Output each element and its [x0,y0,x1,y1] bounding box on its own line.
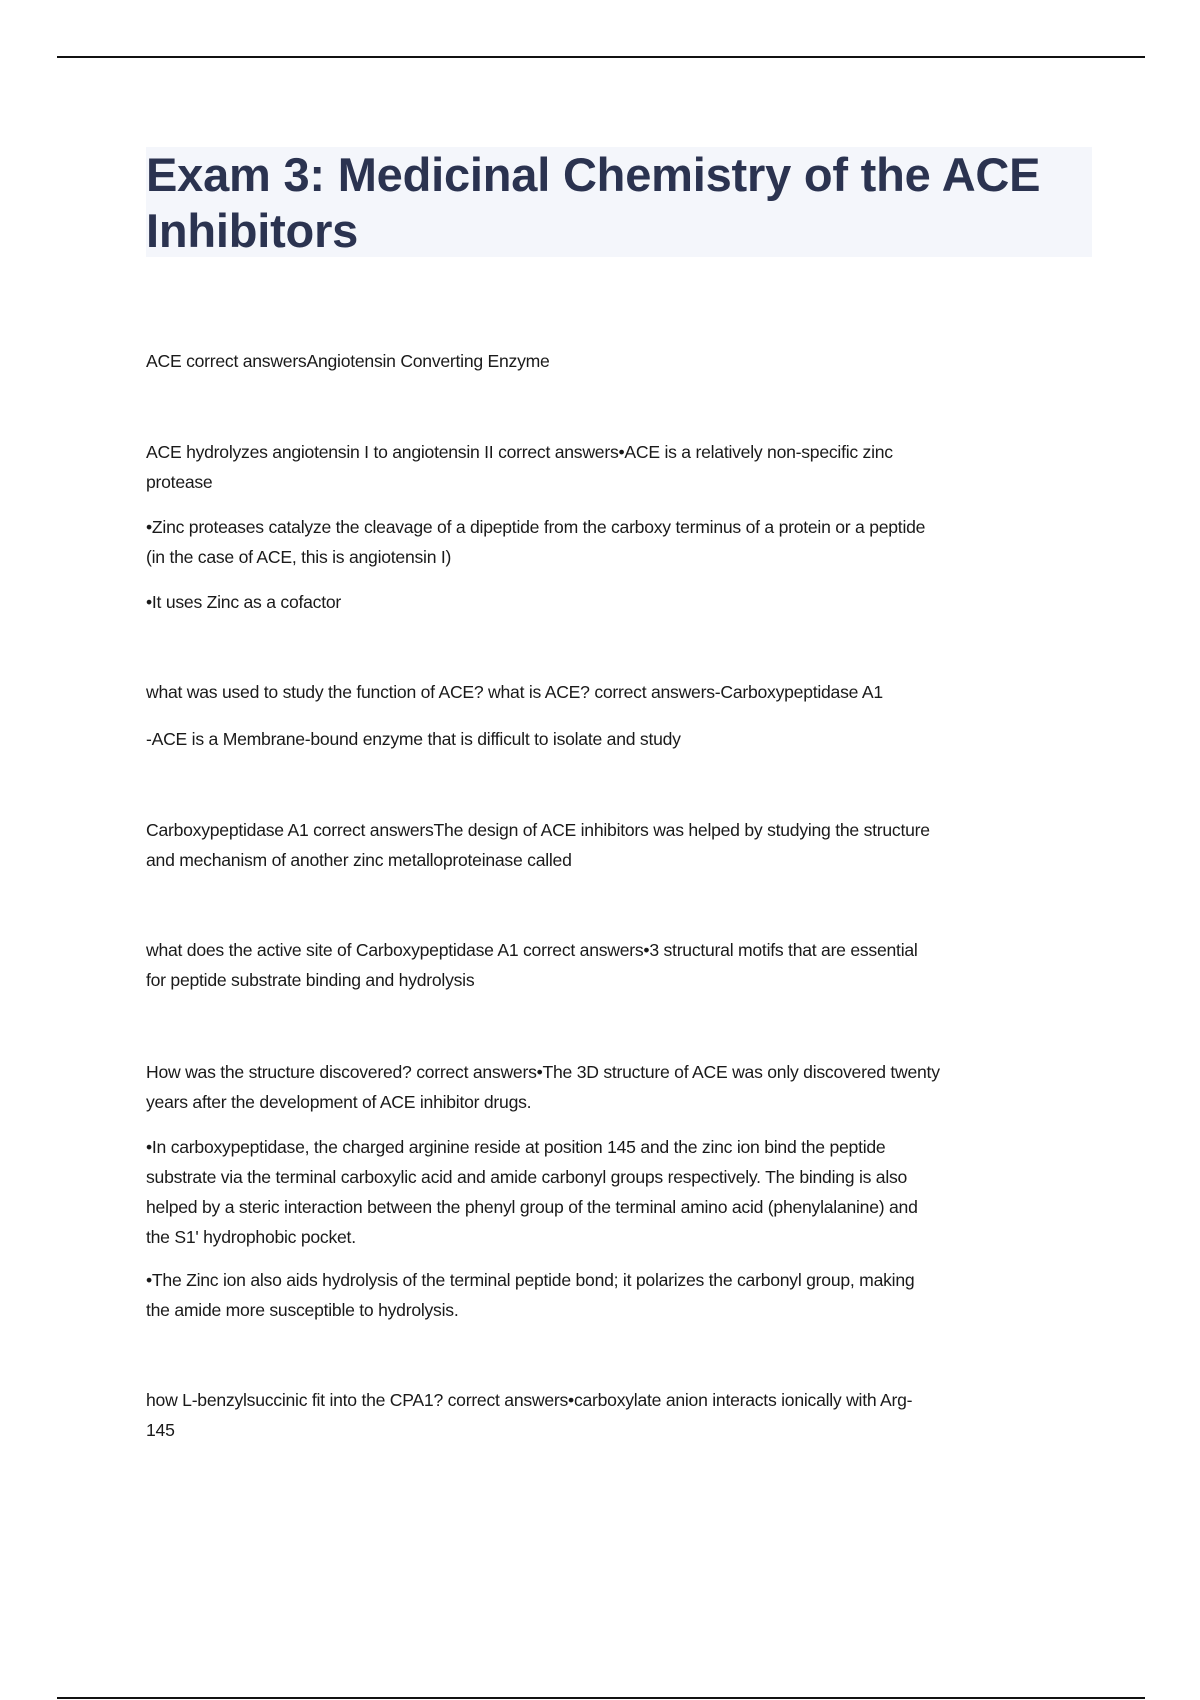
qa-block [146,677,1106,707]
qa-block [146,815,1106,875]
qa-block [146,512,1106,572]
text-line: ACE hydrolyzes angiotensin I to angiotensin II correct answers•ACE is a relatively non-specific zinc [146,442,893,462]
text-line: helped by a steric interaction between the phenyl group of the terminal amino acid (phenylalanine) and [146,1197,918,1217]
qa-block [146,1265,1106,1325]
text-line: how L-benzylsuccinic fit into the CPA1? correct answers•carboxylate anion interacts ionically with Arg- [146,1390,913,1410]
text-line: years after the development of ACE inhibitor drugs. [146,1092,532,1112]
text-line: the S1' hydrophobic pocket. [146,1227,356,1247]
text-line: How was the structure discovered? correct answers•The 3D structure of ACE was only discovered twenty [146,1062,940,1082]
text-line: ACE correct answersAngiotensin Converting Enzyme [146,351,550,371]
text-line: what does the active site of Carboxypeptidase A1 correct answers•3 structural motifs that are essential [146,940,918,960]
qa-block [146,437,1106,497]
text-line: the amide more susceptible to hydrolysis. [146,1300,459,1320]
text-line: and mechanism of another zinc metalloproteinase called [146,850,572,870]
text-line: substrate via the terminal carboxylic acid and amide carbonyl groups respectively. The binding is also [146,1167,908,1187]
text-line: for peptide substrate binding and hydrolysis [146,970,475,990]
qa-block [146,724,1106,754]
title-line: Inhibitors [146,204,359,257]
top-rule [57,56,1145,58]
text-line: 145 [146,1420,175,1440]
title-line: Exam 3: Medicinal Chemistry of the ACE [146,148,1041,201]
qa-block [146,1057,1106,1117]
text-line: (in the case of ACE, this is angiotensin I) [146,547,452,567]
qa-block [146,346,1106,376]
text-line: -ACE is a Membrane-bound enzyme that is difficult to isolate and study [146,729,681,749]
text-line: Carboxypeptidase A1 correct answersThe design of ACE inhibitors was helped by studying the structure [146,820,930,840]
page-title [146,147,1092,259]
qa-block [146,587,1106,617]
text-line: •Zinc proteases catalyze the cleavage of a dipeptide from the carboxy terminus of a protein or a peptide [146,517,926,537]
text-line: protease [146,472,213,492]
text-line: •The Zinc ion also aids hydrolysis of the terminal peptide bond; it polarizes the carbonyl group, making [146,1270,915,1290]
text-line: •In carboxypeptidase, the charged arginine reside at position 145 and the zinc ion bind the peptide [146,1137,886,1157]
qa-block [146,1132,1106,1252]
text-line: what was used to study the function of ACE? what is ACE? correct answers-Carboxypeptidase A1 [146,682,883,702]
qa-block [146,1385,1106,1445]
bottom-rule [57,1697,1145,1699]
title-box [146,147,1092,257]
text-line: •It uses Zinc as a cofactor [146,592,341,612]
qa-block [146,935,1106,995]
